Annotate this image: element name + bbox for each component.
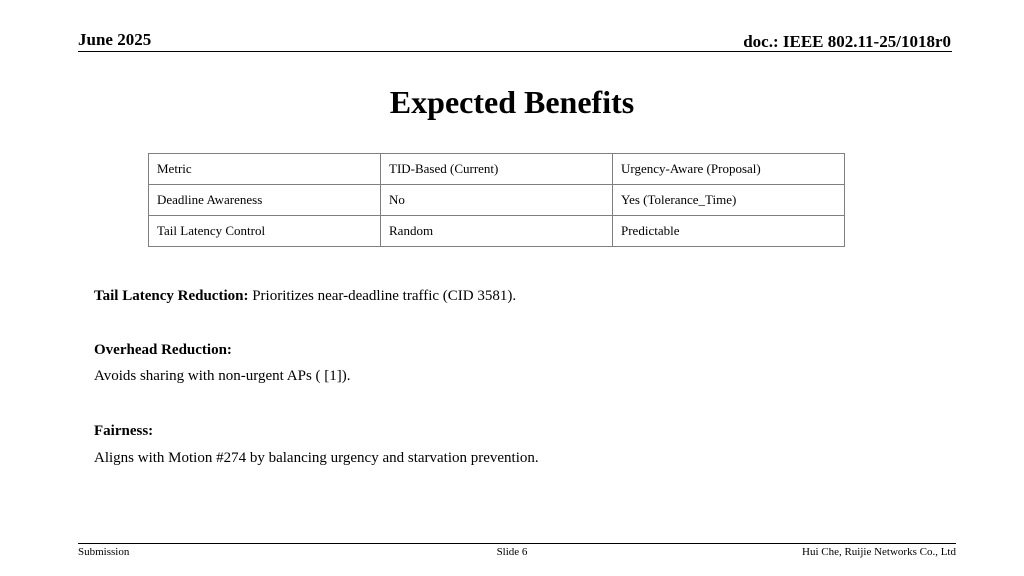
- table-header-cell: Urgency-Aware (Proposal): [613, 154, 845, 185]
- table-cell: No: [381, 185, 613, 216]
- header-divider: [78, 51, 952, 52]
- benefit-tail-latency-text: Prioritizes near-deadline traffic (CID 3581).: [248, 288, 517, 304]
- header-doc-id: doc.: IEEE 802.11-25/1018r0: [743, 32, 951, 51]
- table-header-cell: Metric: [149, 154, 381, 185]
- table-cell: Tail Latency Control: [149, 216, 381, 247]
- benefit-fairness-text: Aligns with Motion #274 by balancing urgency and starvation prevention.: [94, 450, 539, 466]
- table-row: [149, 185, 845, 216]
- benefit-tail-latency: [94, 288, 516, 305]
- footer-author: Hui Che, Ruijie Networks Co., Ltd: [802, 546, 956, 558]
- benefit-overhead-label: Overhead Reduction:: [94, 342, 232, 358]
- header-date: June 2025: [78, 30, 152, 49]
- table-header-row: [149, 154, 845, 185]
- footer-divider: [78, 543, 956, 544]
- benefit-tail-latency-label: Tail Latency Reduction:: [94, 288, 249, 304]
- table-cell: Predictable: [613, 216, 845, 247]
- table-row: [149, 216, 845, 247]
- comparison-table: [148, 153, 845, 247]
- table-cell: Yes (Tolerance_Time): [613, 185, 845, 216]
- footer-slide-number: Slide 6: [496, 546, 528, 558]
- table-cell: Random: [381, 216, 613, 247]
- table-cell: Deadline Awareness: [149, 185, 381, 216]
- slide-title: Expected Benefits: [389, 84, 635, 120]
- benefit-fairness-label: Fairness:: [94, 423, 154, 439]
- benefit-overhead-text: Avoids sharing with non-urgent APs ( [1]).: [94, 368, 351, 384]
- footer-submission: Submission: [78, 546, 130, 558]
- table-header-cell: TID-Based (Current): [381, 154, 613, 185]
